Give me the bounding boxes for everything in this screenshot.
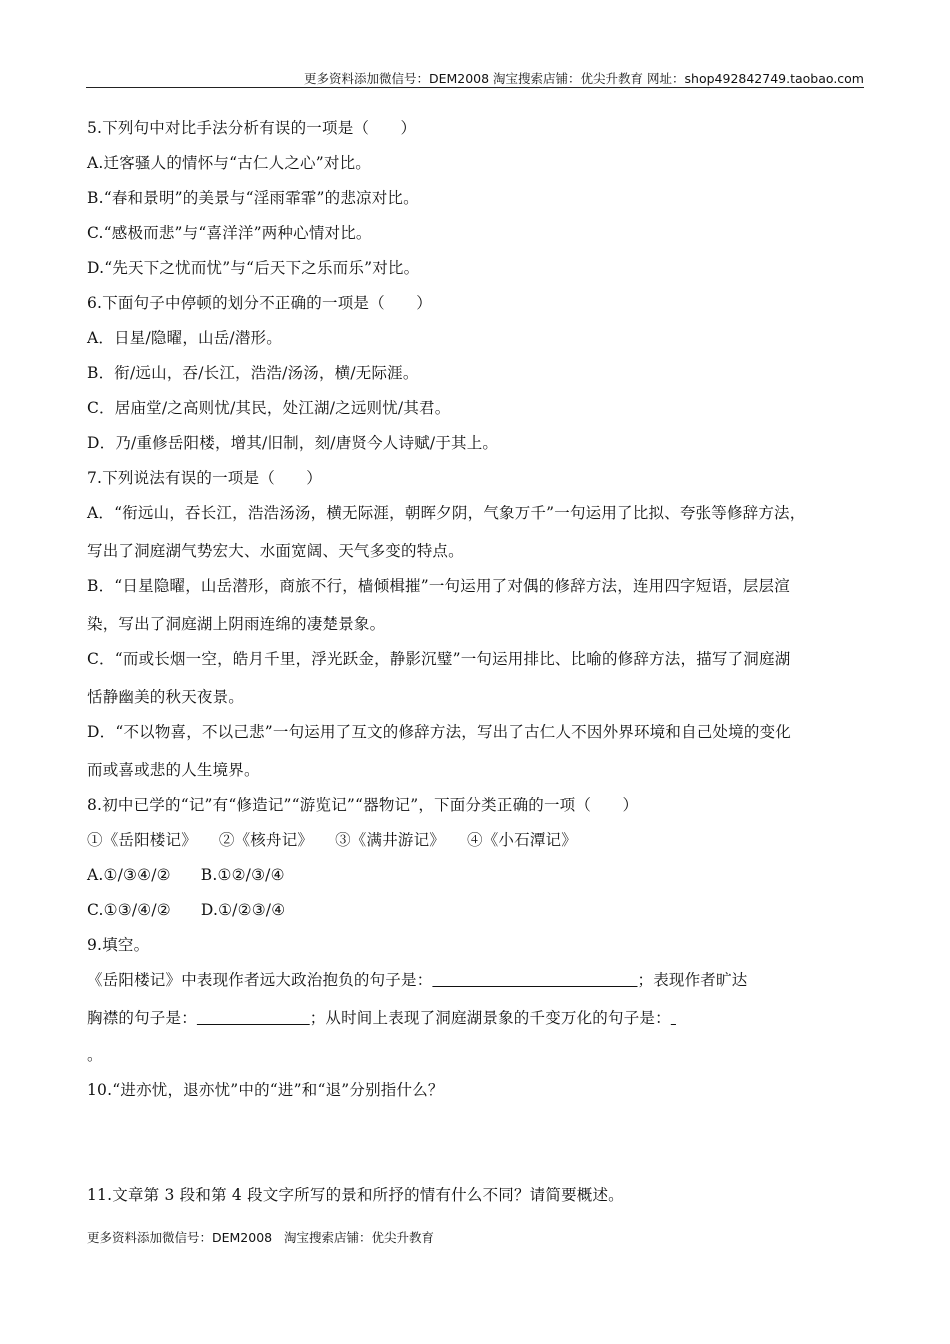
- q7-option-a-line1: A．“衔远山，吞长江，浩浩汤汤，横无际涯，朝晖夕阴，气象万千”一句运用了比拟、夸张等修辞方法，: [87, 504, 806, 522]
- q5-option-b: B.“春和景明”的美景与“淫雨霏霏”的悲凉对比。: [87, 189, 419, 207]
- q7-option-b-line2: 染，写出了洞庭湖上阴雨连绵的凄楚景象。: [87, 615, 386, 633]
- q8-items: [87, 829, 577, 851]
- q8-stem: 8.初中已学的“记”有“修造记”“游览记”“器物记”，下面分类正确的一项（ ）: [87, 796, 639, 814]
- q5-stem: 5.下列句中对比手法分析有误的一项是（ ）: [87, 119, 417, 137]
- q9-line2: [87, 1007, 676, 1029]
- q9-line3: 。: [87, 1046, 103, 1064]
- q8-option-b: B.①②/③/④: [200, 866, 285, 884]
- q9-blank-3[interactable]: [671, 1009, 676, 1027]
- q11-stem: 11.文章第 3 段和第 4 段文字所写的景和所抒的情有什么不同？请简要概述。: [87, 1186, 624, 1204]
- q9-line1-tail: ；表现作者旷达: [637, 971, 748, 989]
- q7-option-c-line2: 恬静幽美的秋天夜景。: [87, 688, 245, 706]
- q9-line2-text: 胸襟的句子是：: [87, 1009, 197, 1027]
- q7-option-b-line1: B．“日星隐曜，山岳潜形，商旅不行，樯倾楫摧”一句运用了对偶的修辞方法，连用四字短语，层层渲: [87, 577, 790, 595]
- q6-option-d: D．乃/重修岳阳楼，增其/旧制，刻/唐贤今人诗赋/于其上。: [87, 434, 499, 452]
- q8-option-c: C.①③/④/②: [87, 901, 171, 919]
- q8-item-2: ②《核舟记》: [218, 831, 314, 849]
- q8-options-row1: [87, 864, 285, 886]
- q9-line1-text: 《岳阳楼记》中表现作者远大政治抱负的句子是：: [87, 971, 433, 989]
- header-divider: [86, 87, 864, 88]
- q9-stem: 9.填空。: [87, 936, 150, 954]
- q7-option-d-line1: D．“不以物喜，不以己悲”一句运用了互文的修辞方法，写出了古仁人不因外界环境和自己处境的变化: [87, 723, 791, 741]
- q8-option-d: D.①/②③/④: [200, 901, 286, 919]
- q8-options-row2: [87, 899, 285, 921]
- q6-option-c: C．居庙堂/之高则忧/其民，处江湖/之远则忧/其君。: [87, 399, 451, 417]
- q7-option-c-line1: C．“而或长烟一空，皓月千里，浮光跃金，静影沉璧”一句运用排比、比喻的修辞方法，描写了洞庭湖: [87, 650, 791, 668]
- q8-item-3: ③《满井游记》: [335, 831, 446, 849]
- page-header: 更多资料添加微信号：DEM2008 淘宝搜索店铺：优尖升教育 网址：shop492842749.taobao.com: [303, 71, 864, 86]
- q8-item-4: ④《小石潭记》: [467, 831, 577, 849]
- q9-blank-2[interactable]: [197, 1009, 310, 1027]
- page-footer: 更多资料添加微信号：DEM2008 淘宝搜索店铺：优尖升教育: [87, 1230, 435, 1245]
- q9-line1: [87, 969, 747, 991]
- q5-option-d: D.“先天下之忧而忧”与“后天下之乐而乐”对比。: [87, 259, 420, 277]
- q5-option-c: C.“感极而悲”与“喜洋洋”两种心情对比。: [87, 224, 372, 242]
- q7-stem: 7.下列说法有误的一项是（ ）: [87, 469, 322, 487]
- q6-option-a: A．日星/隐曜，山岳/潜形。: [87, 329, 282, 347]
- q10-stem: 10.“进亦忧，退亦忧”中的“进”和“退”分别指什么？: [87, 1081, 444, 1099]
- q6-option-b: B．衔/远山，吞/长江，浩浩/汤汤，横/无际涯。: [87, 364, 419, 382]
- q8-item-1: ①《岳阳楼记》: [87, 831, 197, 849]
- q5-option-a: A.迁客骚人的情怀与“古仁人之心”对比。: [87, 154, 371, 172]
- q7-option-a-line2: 写出了洞庭湖气势宏大、水面宽阔、天气多变的特点。: [87, 542, 464, 560]
- q6-stem: 6.下面句子中停顿的划分不正确的一项是（ ）: [87, 294, 432, 312]
- q9-blank-1[interactable]: [432, 971, 637, 989]
- q7-option-d-line2: 而或喜或悲的人生境界。: [87, 761, 260, 779]
- q8-option-a: A.①/③④/②: [87, 866, 171, 884]
- q9-line2-tail: ；从时间上表现了洞庭湖景象的千变万化的句子是：: [309, 1009, 671, 1027]
